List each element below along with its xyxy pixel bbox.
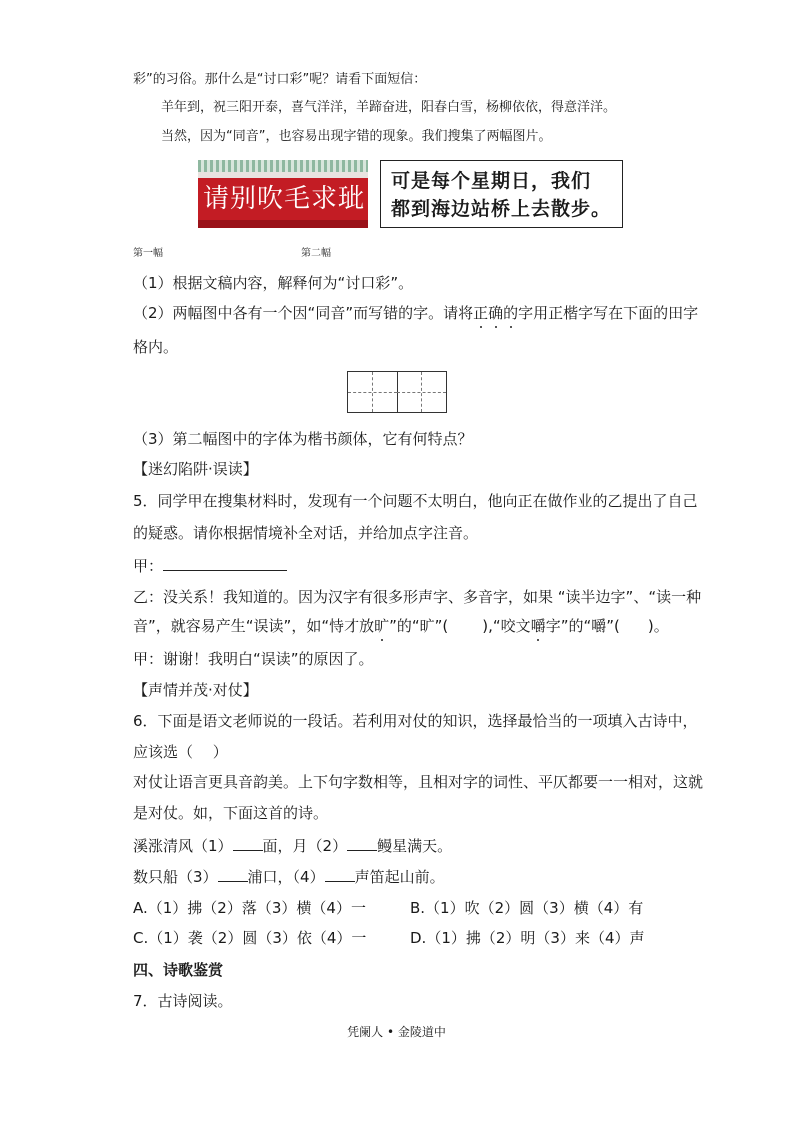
poem-blank[interactable] — [218, 866, 248, 882]
grid-cell[interactable] — [348, 372, 398, 412]
sms-text: 羊年到，祝三阳开泰，喜气洋洋，羊蹄奋进，阳春白雪，杨柳依依，得意洋洋。 — [161, 100, 617, 115]
second-sign-image — [380, 160, 623, 228]
question-text: 5．同学甲在搜集材料时，发现有一个问题不太明白，他向正在做作业的乙提出了自己 — [133, 492, 698, 510]
dialogue-line: 甲： — [133, 555, 287, 576]
image-caption: 第一幅 — [133, 248, 163, 259]
section-title: 四、诗歌鉴赏 — [133, 961, 224, 979]
answer-blank[interactable] — [163, 555, 287, 571]
question-text: 6．下面是语文老师说的一段话。若利用对仗的知识，选择最恰当的一项填入古诗中， — [133, 712, 698, 730]
dotted-char: 确 — [488, 304, 504, 322]
page-footer: 凭阑人 • 金陵道中 — [347, 1025, 446, 1039]
second-sign-line: 可是每个星期日，我们 — [391, 170, 592, 192]
question-text: 是对仗。如，下面这首的诗。 — [133, 804, 329, 822]
question-text: 的疑惑。请你根据情境补全对话，并给加点字注音。 — [133, 524, 479, 542]
grid-cell[interactable] — [397, 372, 446, 412]
first-sign-text: 请别吹毛求玼 — [202, 184, 365, 214]
poem-blank[interactable] — [233, 835, 263, 851]
option-b[interactable]: B.（1）吹（2）圆（3）横（4）有 — [410, 899, 644, 917]
question-text: 7．古诗阅读。 — [133, 992, 233, 1010]
dotted-char: 正 — [473, 304, 489, 322]
question-text: 应该选（ ） — [133, 743, 228, 761]
question-text: （1）根据文稿内容，解释何为“讨口彩”。 — [133, 274, 414, 292]
question-text: 对仗让语言更具音韵美。上下句字数相等，且相对字的词性、平仄都要一一相对，这就 — [133, 773, 704, 791]
second-sign-line: 都到海边站桥上去散步。 — [391, 198, 612, 220]
tianzi-grid[interactable] — [347, 371, 447, 413]
dialogue-line: 甲：谢谢！我明白“误读”的原因了。 — [133, 650, 374, 668]
image-caption: 第二幅 — [301, 248, 331, 259]
dotted-char: 嚼 — [530, 617, 546, 635]
question-text: （2）两幅图中各有一个因“同音”而写错的字。请将正确的字用正楷字写在下面的田字 — [133, 304, 699, 322]
option-c[interactable]: C.（1）袭（2）圆（3）依（4）一 — [133, 929, 367, 947]
dialogue-line: 乙：没关系！我知道的。因为汉字有很多形声字、多音字，如果 “读半边字”、“读一种 — [133, 588, 702, 606]
poem-blank[interactable] — [325, 866, 355, 882]
intro-line: 当然，因为“同音”，也容易出现字错的现象。我们搜集了两幅图片。 — [161, 129, 552, 144]
poem-blank[interactable] — [347, 835, 377, 851]
question-text: 格内。 — [133, 338, 179, 356]
first-sign-image — [198, 160, 368, 228]
option-a[interactable]: A.（1）拂（2）落（3）横（4）一 — [133, 899, 366, 917]
option-d[interactable]: D.（1）拂（2）明（3）来（4）声 — [410, 929, 645, 947]
section-heading: 【声情并茂·对仗】 — [133, 681, 258, 699]
poem-line: 数只船（3） 浦口，（4） 声笛起山前。 — [133, 868, 445, 886]
dotted-char: 的 — [503, 304, 519, 322]
intro-line: 彩”的习俗。那什么是“讨口彩”呢？请看下面短信： — [133, 72, 427, 87]
section-heading: 【迷幻陷阱·误读】 — [133, 460, 258, 478]
question-text: （3）第二幅图中的字体为楷书颜体，它有何特点？ — [133, 430, 473, 448]
dotted-char: 旷 — [374, 617, 390, 635]
dialogue-line: 音”，就容易产生“误读”，如“恃才放旷”的“旷”( ),“咬文嚼字”的“嚼”( )。 — [133, 617, 669, 635]
poem-line: 溪涨清风（1） 面，月（2） 鳗星满天。 — [133, 837, 453, 855]
